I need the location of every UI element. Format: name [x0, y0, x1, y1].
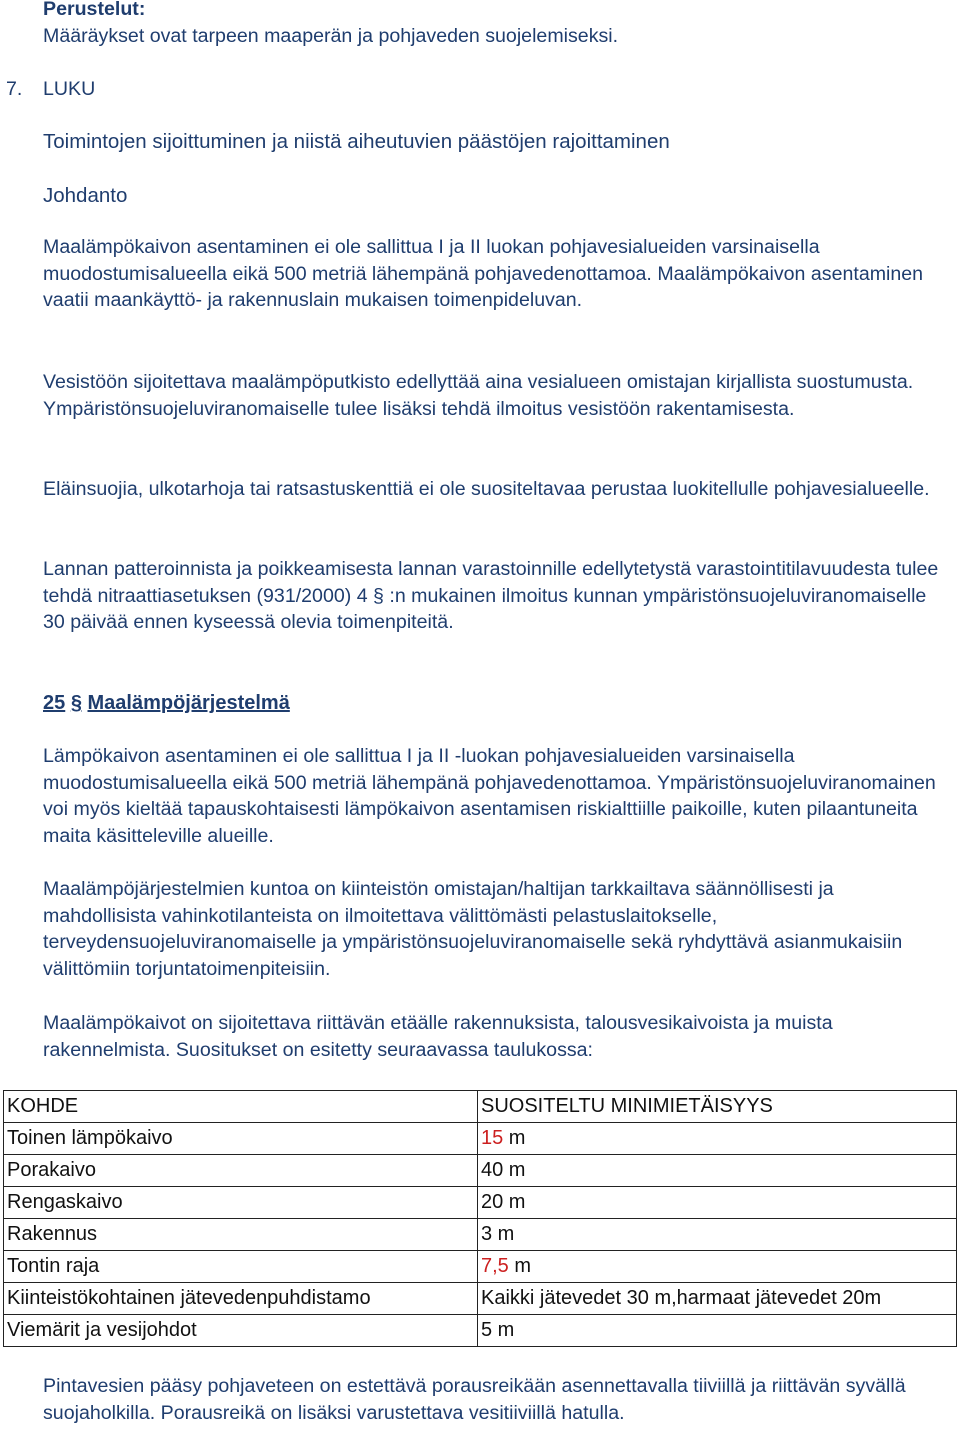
distance-value: Kaikki jätevedet 30 m,harmaat jätevedet 20m [481, 1287, 882, 1309]
table-row [4, 1251, 957, 1283]
perustelut-heading: Perustelut: [43, 0, 146, 20]
table-header-target: KOHDE [4, 1091, 478, 1123]
table-row [4, 1123, 957, 1155]
table-cell-target: Rakennus [4, 1219, 478, 1251]
table-row [4, 1219, 957, 1251]
distance-value: 20 [481, 1191, 504, 1213]
intro-heading: Johdanto [43, 184, 128, 207]
distance-value: 5 [481, 1319, 493, 1341]
perustelut-text: Määräykset ovat tarpeen maaperän ja pohjaveden suojelemiseksi. [43, 24, 619, 47]
table-header-distance: SUOSITELTU MINIMIETÄISYYS [478, 1091, 957, 1123]
intro-paragraph-4: Lannan patteroinnista ja poikkeamisesta lannan varastoinnille edellytetystä varastointitilavuudesta tulee tehdä nitraattiasetuksen (931/2000) 4 § :n mukainen ilmoitus kunnan ympäristönsuojeluviranomaiselle 30 päivää ennen kyseessä olevia toimenpiteitä. [43, 558, 939, 634]
table-cell-distance [478, 1315, 957, 1347]
table-row [4, 1283, 957, 1315]
perustelut-block [43, 0, 952, 49]
chapter-number: 7. [6, 78, 23, 100]
distance-value: 40 [481, 1159, 504, 1181]
chapter-title: LUKU [43, 78, 96, 100]
intro-paragraph-3: Eläinsuojia, ulkotarhoja tai ratsastuskenttiä ei ole suositeltavaa perustaa luokitellulle pohjavesialueelle. [43, 478, 930, 500]
table-cell-target: Viemärit ja vesijohdot [4, 1315, 478, 1347]
table-cell-distance [478, 1251, 957, 1283]
distance-unit: m [503, 1191, 526, 1213]
table-cell-distance [478, 1219, 957, 1251]
table-cell-distance [478, 1283, 957, 1315]
table-cell-target: Rengaskaivo [4, 1187, 478, 1219]
table-row [4, 1155, 957, 1187]
table-cell-target: Tontin raja [4, 1251, 478, 1283]
intro-paragraph-2: Vesistöön sijoitettava maalämpöputkisto edellyttää aina vesialueen omistajan kirjallista suostumusta. Ympäristönsuojeluviranomaiselle tulee lisäksi tehdä ilmoitus vesistöön rakentamisesta. [43, 371, 914, 420]
section-25-title: Maalämpöjärjestelmä [87, 692, 290, 714]
intro-paragraph-1: Maalämpökaivon asentaminen ei ole sallittua I ja II luokan pohjavesialueiden varsinaisella muodostumisalueella eikä 500 metriä lähempänä pohjavedenottamoa. Maalämpökaivon asentaminen vaatii maankäyttö- ja rakennuslain mukaisen toimenpideluvan. [43, 236, 924, 312]
table-header-row [4, 1091, 957, 1123]
distance-unit: m [503, 1127, 526, 1149]
distance-value: 7,5 [481, 1255, 509, 1277]
final-paragraph: Pintavesien pääsy pohjaveteen on estettävä porausreikään asennettavalla tiiviillä ja riittävän syvällä suojaholkilla. Porausreikä on lisäksi varustettava vesitiiviillä hatulla. [43, 1375, 906, 1424]
table-cell-distance [478, 1123, 957, 1155]
s25-paragraph-2: Maalämpöjärjestelmien kuntoa on kiinteistön omistajan/haltijan tarkkailtava säännöllisesti ja mahdollisista vahinkotilanteista on ilmoitettava välittömästi pelastuslaitokselle, terveydensuojeluviranomaiselle ja ympäristönsuojeluviranomaiselle sekä ryhdyttävä asianmukaisiin välittömiin torjuntatoimenpiteisiin. [43, 878, 903, 980]
table-cell-target: Porakaivo [4, 1155, 478, 1187]
section-25-number: 25 [43, 692, 66, 714]
s25-paragraph-3: Maalämpökaivot on sijoitettava riittävän etäälle rakennuksista, talousvesikaivoista ja muista rakennelmista. Suositukset on esitetty seuraavassa taulukossa: [43, 1012, 833, 1061]
distance-value: 3 [481, 1223, 493, 1245]
table-row [4, 1187, 957, 1219]
table-cell-distance [478, 1187, 957, 1219]
table-row [4, 1315, 957, 1347]
distance-unit: m [508, 1255, 532, 1277]
distance-unit: m [492, 1223, 515, 1245]
distance-value: 15 [481, 1127, 504, 1149]
paragraph-symbol-icon: § [70, 692, 82, 714]
table-cell-distance [478, 1155, 957, 1187]
distance-table [3, 1090, 957, 1347]
table-cell-target: Toinen lämpökaivo [4, 1123, 478, 1155]
distance-unit: m [492, 1319, 515, 1341]
table-cell-target: Kiinteistökohtainen jätevedenpuhdistamo [4, 1283, 478, 1315]
section-title: Toimintojen sijoittuminen ja niistä aiheutuvien päästöjen rajoittaminen [43, 130, 670, 153]
distance-unit: m [503, 1159, 526, 1181]
section-25-heading [43, 690, 290, 716]
s25-paragraph-1: Lämpökaivon asentaminen ei ole sallittua I ja II -luokan pohjavesialueiden varsinaisella muodostumisalueella eikä 500 metriä lähempänä pohjavedenottamoa. Ympäristönsuojeluviranomainen voi myös kieltää tapauskohtaisesti lämpökaivon asentamisen riskialttiille paikoille, kuten pilaantuneita maita käsitteleville alueille. [43, 745, 936, 847]
